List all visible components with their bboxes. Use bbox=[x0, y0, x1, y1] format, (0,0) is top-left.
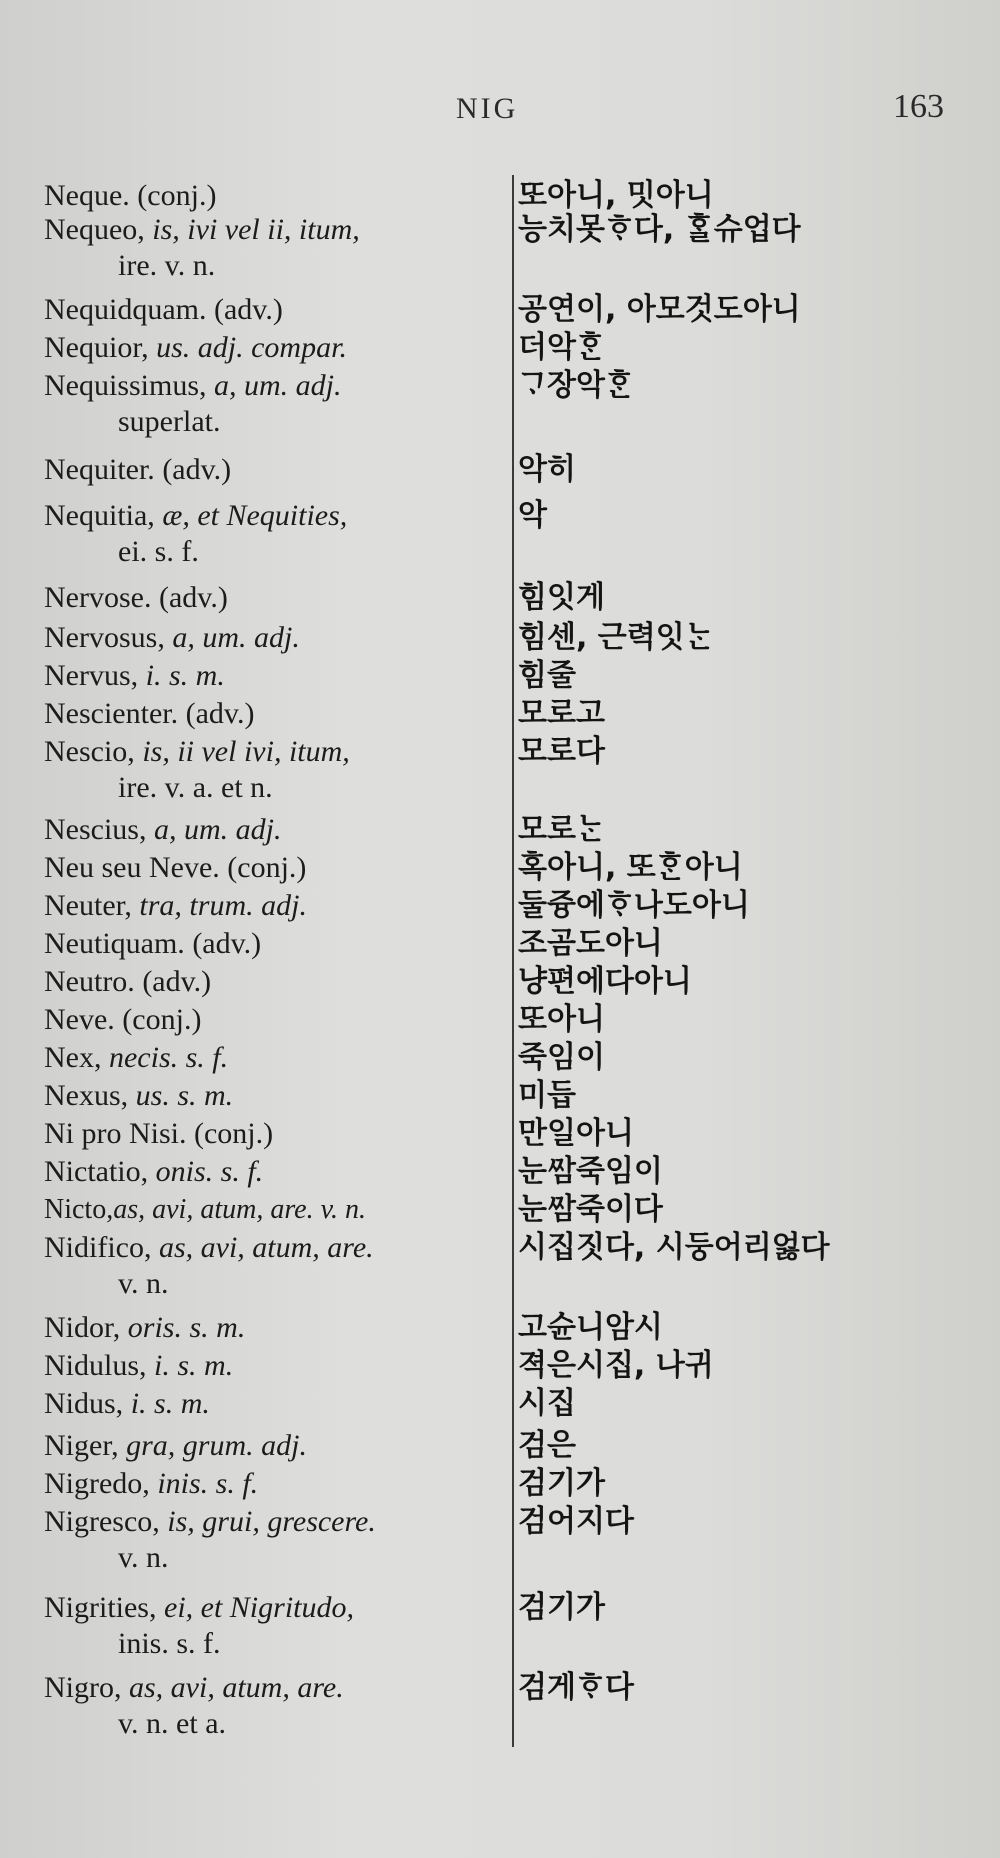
forms: us. s. m. bbox=[128, 1079, 234, 1112]
korean-gloss: 검은 bbox=[518, 1428, 576, 1463]
forms: æ, et Nequities, bbox=[154, 499, 348, 532]
headword: Nequitia, bbox=[44, 499, 155, 532]
forms: is, ii vel ivi, itum, bbox=[134, 735, 350, 768]
headword: Nigredo, bbox=[44, 1467, 150, 1500]
headword: Nigro, bbox=[44, 1671, 122, 1704]
korean-gloss: 검게ᄒᆞ다 bbox=[518, 1670, 634, 1705]
headword: Nescio, bbox=[44, 735, 135, 768]
headword: Nervosus, bbox=[44, 621, 165, 654]
forms: tra, trum. adj. bbox=[131, 889, 307, 922]
continuation: inis. s. f. bbox=[118, 1627, 221, 1660]
page-number: 163 bbox=[893, 88, 944, 125]
continuation: v. n. et a. bbox=[118, 1707, 227, 1740]
korean-gloss: 혹아니, 또ᄒᆞᆫ아니 bbox=[518, 850, 743, 885]
headword: Nidor, bbox=[44, 1311, 121, 1344]
headword: Nescius, bbox=[44, 813, 147, 846]
continuation: ire. v. a. et n. bbox=[118, 771, 273, 804]
headword: Nequissimus, bbox=[44, 369, 207, 402]
forms: as, avi, atum, are. bbox=[151, 1231, 374, 1264]
korean-gloss: 힘센, 근력잇ᄂᆞᆫ bbox=[518, 620, 714, 655]
forms: is, ivi vel ii, itum, bbox=[144, 213, 360, 246]
continuation: ire. v. n. bbox=[118, 249, 216, 282]
continuation: ei. s. f. bbox=[118, 535, 199, 568]
headword: Nidulus, bbox=[44, 1349, 147, 1382]
forms: a, um. adj. bbox=[164, 621, 300, 654]
forms: i. s. m. bbox=[123, 1387, 210, 1420]
forms: a, um. adj. bbox=[206, 369, 342, 402]
continuation: v. n. bbox=[118, 1267, 169, 1300]
korean-gloss: 검기가 bbox=[518, 1466, 605, 1501]
korean-gloss: 시집짓다, 시둥어리엃다 bbox=[518, 1230, 830, 1265]
grammar: (adv.) bbox=[178, 697, 255, 730]
forms: a, um. adj. bbox=[146, 813, 282, 846]
headword: Nex, bbox=[44, 1041, 102, 1074]
forms: onis. s. f. bbox=[148, 1155, 264, 1188]
headword: Neutiquam. bbox=[44, 927, 185, 960]
korean-gloss: 냥편에다아니 bbox=[518, 964, 692, 999]
korean-gloss: 죽임이 bbox=[518, 1040, 605, 1075]
korean-gloss: 모로다 bbox=[518, 734, 605, 769]
forms: as, avi, atum, are. bbox=[121, 1671, 344, 1704]
forms: i. s. m. bbox=[138, 659, 225, 692]
headword: Nervus, bbox=[44, 659, 139, 692]
korean-gloss: 악 bbox=[518, 498, 547, 533]
forms: i. s. m. bbox=[146, 1349, 234, 1382]
headword: Niger, bbox=[44, 1429, 119, 1462]
headword: Neve. bbox=[44, 1003, 115, 1036]
korean-gloss: 모로ᄂᆞᆫ bbox=[518, 812, 605, 847]
grammar: (adv.) bbox=[206, 293, 283, 326]
forms: us. adj. compar. bbox=[148, 331, 347, 364]
headword: Neutro. bbox=[44, 965, 135, 998]
forms: as, avi, atum, are. v. n. bbox=[113, 1194, 366, 1225]
korean-gloss: 둘즁에ᄒᆞ나도아니 bbox=[518, 888, 750, 923]
korean-gloss: 공연이, 아모것도아니 bbox=[518, 292, 801, 327]
korean-gloss: 또아니 bbox=[518, 1002, 605, 1037]
headword: Nidifico, bbox=[44, 1231, 152, 1264]
grammar: (conj.) bbox=[114, 1003, 202, 1036]
korean-gloss: 미듭 bbox=[518, 1078, 576, 1113]
running-head: NIG bbox=[456, 92, 519, 125]
korean-gloss: 악히 bbox=[518, 452, 576, 487]
korean-gloss: 또아니, 밋아니 bbox=[518, 178, 714, 213]
headword: Nequeo, bbox=[44, 213, 145, 246]
page-header bbox=[0, 88, 1000, 138]
continuation: superlat. bbox=[118, 405, 221, 438]
forms: necis. s. f. bbox=[101, 1041, 229, 1074]
headword: Nictatio, bbox=[44, 1155, 149, 1188]
headword: Nexus, bbox=[44, 1079, 129, 1112]
grammar: (adv.) bbox=[134, 965, 212, 998]
headword: Neu seu Neve. bbox=[44, 851, 220, 884]
korean-gloss: 모로고 bbox=[518, 696, 605, 731]
korean-gloss: 힘줄 bbox=[518, 658, 576, 693]
forms: ei, et Nigritudo, bbox=[156, 1591, 354, 1624]
korean-gloss: ᄀᆞ장악ᄒᆞᆫ bbox=[518, 368, 634, 403]
korean-gloss: 능치못ᄒᆞ다, ᄒᆞᆯ슈업다 bbox=[518, 212, 801, 247]
forms: oris. s. m. bbox=[120, 1311, 246, 1344]
grammar: (conj.) bbox=[219, 851, 307, 884]
korean-gloss: 고슌니암시 bbox=[518, 1310, 663, 1345]
grammar: (adv.) bbox=[184, 927, 262, 960]
korean-gloss: 조곰도아니 bbox=[518, 926, 663, 961]
korean-gloss: 젹은시집, 나귀 bbox=[518, 1348, 714, 1383]
headword: Neuter, bbox=[44, 889, 132, 922]
headword: Ni pro Nisi. bbox=[44, 1117, 187, 1150]
korean-gloss: 더악ᄒᆞᆫ bbox=[518, 330, 605, 365]
korean-gloss: 검기가 bbox=[518, 1590, 605, 1625]
headword: Nequiter. bbox=[44, 453, 155, 486]
headword: Nequior, bbox=[44, 331, 149, 364]
headword: Neque. bbox=[44, 179, 130, 212]
headword: Nervose. bbox=[44, 581, 152, 614]
forms: is, grui, grescere. bbox=[159, 1505, 376, 1538]
grammar: (adv.) bbox=[151, 581, 228, 614]
korean-gloss: 시집 bbox=[518, 1386, 576, 1421]
headword: Nescienter. bbox=[44, 697, 179, 730]
headword: Nicto, bbox=[44, 1194, 114, 1225]
korean-gloss: 만일아니 bbox=[518, 1116, 634, 1151]
headword: Nigresco, bbox=[44, 1505, 160, 1538]
korean-gloss: 눈ᄶᅡᆷ죽임이 bbox=[518, 1154, 663, 1189]
grammar: (adv.) bbox=[154, 453, 232, 486]
column-divider bbox=[512, 175, 514, 1747]
korean-gloss: 눈ᄶᅡᆷ죽이다 bbox=[518, 1192, 663, 1227]
korean-gloss: 검어지다 bbox=[518, 1504, 634, 1539]
headword: Nidus, bbox=[44, 1387, 124, 1420]
headword: Nequidquam. bbox=[44, 293, 207, 326]
grammar: (conj.) bbox=[186, 1117, 274, 1150]
headword: Nigrities, bbox=[44, 1591, 157, 1624]
continuation: v. n. bbox=[118, 1541, 169, 1574]
forms: inis. s. f. bbox=[149, 1467, 259, 1500]
forms: gra, grum. adj. bbox=[118, 1429, 307, 1462]
korean-gloss: 힘잇게 bbox=[518, 580, 605, 615]
grammar: (conj.) bbox=[129, 179, 217, 212]
